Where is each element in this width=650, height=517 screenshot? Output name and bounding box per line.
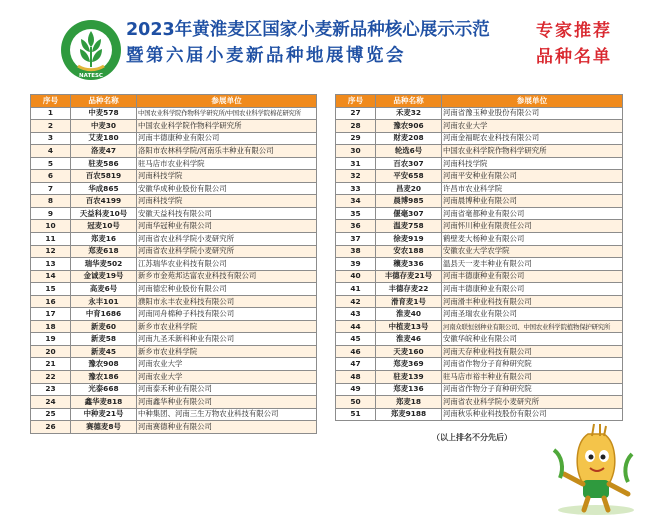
row-exhibitor-unit: 许昌市农业科学院 bbox=[442, 182, 623, 195]
row-exhibitor-unit: 河南天存种业科技有限公司 bbox=[442, 345, 623, 358]
row-variety-name: 郑麦136 bbox=[376, 383, 442, 396]
row-exhibitor-unit: 河南滑丰种业科技有限公司 bbox=[442, 295, 623, 308]
row-variety-name: 郑麦9188 bbox=[376, 408, 442, 421]
row-variety-name: 永丰101 bbox=[71, 295, 137, 308]
row-exhibitor-unit: 河南泰禾种业有限公司 bbox=[137, 383, 317, 396]
row-exhibitor-unit: 河南怀川种业有限责任公司 bbox=[442, 220, 623, 233]
row-seq: 44 bbox=[336, 320, 376, 333]
row-variety-name: 财麦208 bbox=[376, 132, 442, 145]
row-variety-name: 豫农908 bbox=[71, 358, 137, 371]
row-seq: 4 bbox=[31, 145, 71, 158]
row-seq: 1 bbox=[31, 107, 71, 120]
row-exhibitor-unit: 河南省豫玉种业股份有限公司 bbox=[442, 107, 623, 120]
row-variety-name: 徐麦919 bbox=[376, 233, 442, 246]
col-header-unit: 参展单位 bbox=[137, 95, 317, 108]
row-variety-name: 天麦160 bbox=[376, 345, 442, 358]
svg-text:NATESC: NATESC bbox=[79, 73, 103, 79]
row-seq: 46 bbox=[336, 345, 376, 358]
row-seq: 5 bbox=[31, 157, 71, 170]
title-line1: 2023年黄淮麦区国家小麦新品种核心展示示范 bbox=[126, 19, 490, 40]
table-row bbox=[336, 295, 623, 308]
row-exhibitor-unit: 温县天一麦丰种业有限公司 bbox=[442, 258, 623, 271]
row-exhibitor-unit: 河南丰德康种业有限公司 bbox=[442, 270, 623, 283]
col-header-name: 品种名称 bbox=[71, 95, 137, 108]
row-exhibitor-unit: 安徽天益科技有限公司 bbox=[137, 207, 317, 220]
table-row bbox=[336, 270, 623, 283]
row-variety-name: 天益科麦10号 bbox=[71, 207, 137, 220]
row-variety-name: 安农188 bbox=[376, 245, 442, 258]
table-row bbox=[336, 358, 623, 371]
row-exhibitor-unit: 河南省作物分子育种研究院 bbox=[442, 383, 623, 396]
title-expert-recommend: 专家推荐 bbox=[536, 20, 612, 41]
row-exhibitor-unit: 安徽农业大学农学院 bbox=[442, 245, 623, 258]
row-seq: 16 bbox=[31, 295, 71, 308]
row-variety-name: 高麦6号 bbox=[71, 283, 137, 296]
row-seq: 36 bbox=[336, 220, 376, 233]
row-variety-name: 新麦45 bbox=[71, 345, 137, 358]
row-seq: 49 bbox=[336, 383, 376, 396]
row-variety-name: 华成865 bbox=[71, 182, 137, 195]
row-seq: 15 bbox=[31, 283, 71, 296]
table-row bbox=[336, 396, 623, 409]
row-variety-name: 中麦30 bbox=[71, 120, 137, 133]
table-row bbox=[31, 258, 317, 271]
table-row bbox=[31, 207, 317, 220]
row-seq: 26 bbox=[31, 421, 71, 434]
row-seq: 40 bbox=[336, 270, 376, 283]
row-variety-name: 偃毫307 bbox=[376, 207, 442, 220]
row-variety-name: 禾麦32 bbox=[376, 107, 442, 120]
table-row bbox=[336, 220, 623, 233]
row-exhibitor-unit: 河南农业大学 bbox=[137, 371, 317, 384]
row-variety-name: 百农307 bbox=[376, 157, 442, 170]
ranking-note: （以上排名不分先后） bbox=[432, 433, 512, 442]
row-variety-name: 瑞华麦502 bbox=[71, 258, 137, 271]
row-variety-name: 新麦58 bbox=[71, 333, 137, 346]
table-row bbox=[336, 308, 623, 321]
row-seq: 39 bbox=[336, 258, 376, 271]
row-variety-name: 郑麦618 bbox=[71, 245, 137, 258]
table-row bbox=[31, 233, 317, 246]
row-seq: 21 bbox=[31, 358, 71, 371]
variety-table-left bbox=[30, 94, 317, 434]
row-variety-name: 中种麦21号 bbox=[71, 408, 137, 421]
row-exhibitor-unit: 洛阳市农林科学院/河南乐丰种业有限公司 bbox=[137, 145, 317, 158]
row-seq: 17 bbox=[31, 308, 71, 321]
row-variety-name: 淮麦46 bbox=[376, 333, 442, 346]
row-seq: 2 bbox=[31, 120, 71, 133]
row-variety-name: 豫农186 bbox=[71, 371, 137, 384]
row-seq: 47 bbox=[336, 358, 376, 371]
row-variety-name: 郑麦18 bbox=[376, 396, 442, 409]
row-variety-name: 平安658 bbox=[376, 170, 442, 183]
row-exhibitor-unit: 濮阳市永丰农业科技有限公司 bbox=[137, 295, 317, 308]
row-variety-name: 驻麦586 bbox=[71, 157, 137, 170]
table-row bbox=[336, 408, 623, 421]
row-seq: 3 bbox=[31, 132, 71, 145]
row-exhibitor-unit: 河南九圣禾新科种业有限公司 bbox=[137, 333, 317, 346]
row-variety-name: 豫农906 bbox=[376, 120, 442, 133]
row-exhibitor-unit: 驻马店市农业科学院 bbox=[137, 157, 317, 170]
row-exhibitor-unit: 新乡市农业科学院 bbox=[137, 345, 317, 358]
table-row bbox=[31, 120, 317, 133]
table-row bbox=[336, 195, 623, 208]
row-exhibitor-unit: 安徽华成种业股份有限公司 bbox=[137, 182, 317, 195]
row-variety-name: 冠麦10号 bbox=[71, 220, 137, 233]
row-exhibitor-unit: 中国农业科学院作物科学研究所 bbox=[137, 120, 317, 133]
table-row bbox=[336, 207, 623, 220]
row-seq: 18 bbox=[31, 320, 71, 333]
row-seq: 20 bbox=[31, 345, 71, 358]
row-seq: 30 bbox=[336, 145, 376, 158]
row-variety-name: 中育1686 bbox=[71, 308, 137, 321]
row-variety-name: 金诚麦19号 bbox=[71, 270, 137, 283]
row-seq: 9 bbox=[31, 207, 71, 220]
table-row bbox=[31, 245, 317, 258]
row-exhibitor-unit: 新乡市金苑邦达富农业科技有限公司 bbox=[137, 270, 317, 283]
row-exhibitor-unit: 鹤壁麦大杨种业有限公司 bbox=[442, 233, 623, 246]
row-variety-name: 郑麦369 bbox=[376, 358, 442, 371]
row-exhibitor-unit: 河南金福昵农业科技有限公司 bbox=[442, 132, 623, 145]
table-row bbox=[31, 170, 317, 183]
row-exhibitor-unit: 河南省农业科学院小麦研究所 bbox=[137, 245, 317, 258]
table-row bbox=[31, 132, 317, 145]
row-seq: 23 bbox=[31, 383, 71, 396]
table-row bbox=[336, 107, 623, 120]
wheat-mascot-image bbox=[536, 420, 648, 516]
row-seq: 6 bbox=[31, 170, 71, 183]
row-seq: 32 bbox=[336, 170, 376, 183]
table-row bbox=[31, 270, 317, 283]
row-exhibitor-unit: 河南众联恒创种业有限公司、中国农业科学院植物保护研究所 bbox=[442, 320, 623, 333]
row-variety-name: 丰德存麦22 bbox=[376, 283, 442, 296]
row-variety-name: 晨博985 bbox=[376, 195, 442, 208]
table-row bbox=[31, 371, 317, 384]
row-seq: 41 bbox=[336, 283, 376, 296]
row-seq: 8 bbox=[31, 195, 71, 208]
row-exhibitor-unit: 江苏瑞华农业科技有限公司 bbox=[137, 258, 317, 271]
row-exhibitor-unit: 河南晨博种业有限公司 bbox=[442, 195, 623, 208]
row-variety-name: 光泰668 bbox=[71, 383, 137, 396]
table-row bbox=[31, 396, 317, 409]
row-variety-name: 温麦758 bbox=[376, 220, 442, 233]
row-variety-name: 轮选6号 bbox=[376, 145, 442, 158]
table-row bbox=[336, 233, 623, 246]
row-exhibitor-unit: 河南省毫都种业有限公司 bbox=[442, 207, 623, 220]
row-seq: 34 bbox=[336, 195, 376, 208]
col-header-seq: 序号 bbox=[31, 95, 71, 108]
row-exhibitor-unit: 中种集团、河南三生万物农业科技有限公司 bbox=[137, 408, 317, 421]
row-exhibitor-unit: 河南同舟棉种子科技有限公司 bbox=[137, 308, 317, 321]
row-exhibitor-unit: 安徽华皖种业有限公司 bbox=[442, 333, 623, 346]
row-exhibitor-unit: 河南科技学院 bbox=[442, 157, 623, 170]
row-seq: 51 bbox=[336, 408, 376, 421]
row-variety-name: 淮麦40 bbox=[376, 308, 442, 321]
table-row bbox=[31, 421, 317, 434]
table-row bbox=[31, 320, 317, 333]
row-variety-name: 赛德麦8号 bbox=[71, 421, 137, 434]
row-seq: 38 bbox=[336, 245, 376, 258]
row-exhibitor-unit: 河南德宏种业股份有限公司 bbox=[137, 283, 317, 296]
row-seq: 43 bbox=[336, 308, 376, 321]
table-row bbox=[336, 132, 623, 145]
row-variety-name: 洛麦47 bbox=[71, 145, 137, 158]
row-variety-name: 郑麦16 bbox=[71, 233, 137, 246]
table-row bbox=[336, 371, 623, 384]
row-seq: 27 bbox=[336, 107, 376, 120]
row-seq: 35 bbox=[336, 207, 376, 220]
row-seq: 25 bbox=[31, 408, 71, 421]
row-seq: 48 bbox=[336, 371, 376, 384]
table-row bbox=[31, 195, 317, 208]
row-exhibitor-unit: 中国农业科学院作物科学研究所/中国农业科学院棉花研究所 bbox=[137, 107, 317, 120]
table-row bbox=[31, 308, 317, 321]
row-seq: 37 bbox=[336, 233, 376, 246]
table-row bbox=[336, 383, 623, 396]
row-exhibitor-unit: 河南农业大学 bbox=[137, 358, 317, 371]
row-variety-name: 滑育麦1号 bbox=[376, 295, 442, 308]
table-row bbox=[31, 295, 317, 308]
row-exhibitor-unit: 河南华冠种业有限公司 bbox=[137, 220, 317, 233]
row-seq: 10 bbox=[31, 220, 71, 233]
row-seq: 45 bbox=[336, 333, 376, 346]
row-exhibitor-unit: 河南丰德康种业有限公司 bbox=[442, 283, 623, 296]
table-row bbox=[31, 358, 317, 371]
row-exhibitor-unit: 河南省农业科学院小麦研究所 bbox=[442, 396, 623, 409]
row-seq: 24 bbox=[31, 396, 71, 409]
row-seq: 12 bbox=[31, 245, 71, 258]
table-row bbox=[336, 245, 623, 258]
table-row bbox=[31, 408, 317, 421]
table-row bbox=[336, 170, 623, 183]
table-row bbox=[336, 320, 623, 333]
title-line2: 暨第六届小麦新品种地展博览会 bbox=[126, 45, 406, 66]
row-variety-name: 穰麦336 bbox=[376, 258, 442, 271]
row-exhibitor-unit: 河南平安种业有限公司 bbox=[442, 170, 623, 183]
row-exhibitor-unit: 河南科技学院 bbox=[137, 170, 317, 183]
row-variety-name: 艾麦180 bbox=[71, 132, 137, 145]
row-variety-name: 中植麦13号 bbox=[376, 320, 442, 333]
row-exhibitor-unit: 河南省农业科学院小麦研究所 bbox=[137, 233, 317, 246]
row-exhibitor-unit: 河南赛德种业有限公司 bbox=[137, 421, 317, 434]
table-row bbox=[336, 182, 623, 195]
row-variety-name: 丰德存麦21号 bbox=[376, 270, 442, 283]
row-seq: 19 bbox=[31, 333, 71, 346]
col-header-unit: 参展单位 bbox=[442, 95, 623, 108]
table-row bbox=[336, 333, 623, 346]
row-seq: 28 bbox=[336, 120, 376, 133]
row-seq: 13 bbox=[31, 258, 71, 271]
table-row bbox=[336, 283, 623, 296]
table-row bbox=[31, 107, 317, 120]
table-row bbox=[31, 220, 317, 233]
row-exhibitor-unit: 中国农业科学院作物科学研究所 bbox=[442, 145, 623, 158]
row-exhibitor-unit: 河南省作物分子育种研究院 bbox=[442, 358, 623, 371]
table-row bbox=[336, 145, 623, 158]
row-variety-name: 昌麦20 bbox=[376, 182, 442, 195]
table-row bbox=[336, 120, 623, 133]
ministry-logo bbox=[60, 19, 122, 81]
table-row bbox=[31, 283, 317, 296]
page-title bbox=[126, 16, 646, 66]
table-row bbox=[31, 383, 317, 396]
table-row bbox=[31, 157, 317, 170]
row-seq: 11 bbox=[31, 233, 71, 246]
row-seq: 14 bbox=[31, 270, 71, 283]
table-row bbox=[336, 157, 623, 170]
table-row bbox=[31, 182, 317, 195]
row-variety-name: 中麦578 bbox=[71, 107, 137, 120]
table-row bbox=[336, 345, 623, 358]
table-row bbox=[31, 333, 317, 346]
row-seq: 50 bbox=[336, 396, 376, 409]
row-variety-name: 新麦60 bbox=[71, 320, 137, 333]
row-exhibitor-unit: 驻马店市裕丰种业有限公司 bbox=[442, 371, 623, 384]
row-exhibitor-unit: 河南秋乐种业科技股份有限公司 bbox=[442, 408, 623, 421]
row-seq: 42 bbox=[336, 295, 376, 308]
row-variety-name: 驻麦139 bbox=[376, 371, 442, 384]
row-variety-name: 百农5819 bbox=[71, 170, 137, 183]
table-row bbox=[31, 345, 317, 358]
row-seq: 22 bbox=[31, 371, 71, 384]
row-variety-name: 鑫华麦818 bbox=[71, 396, 137, 409]
table-row bbox=[336, 258, 623, 271]
row-exhibitor-unit: 河南科技学院 bbox=[137, 195, 317, 208]
row-seq: 29 bbox=[336, 132, 376, 145]
row-variety-name: 百农4199 bbox=[71, 195, 137, 208]
title-variety-list: 品种名单 bbox=[536, 46, 612, 67]
col-header-seq: 序号 bbox=[336, 95, 376, 108]
row-exhibitor-unit: 河南鑫华种业有限公司 bbox=[137, 396, 317, 409]
table-row bbox=[31, 145, 317, 158]
variety-table-right bbox=[335, 94, 623, 421]
col-header-name: 品种名称 bbox=[376, 95, 442, 108]
row-exhibitor-unit: 新乡市农业科学院 bbox=[137, 320, 317, 333]
row-seq: 33 bbox=[336, 182, 376, 195]
row-exhibitor-unit: 河南农业大学 bbox=[442, 120, 623, 133]
row-seq: 7 bbox=[31, 182, 71, 195]
row-seq: 31 bbox=[336, 157, 376, 170]
row-exhibitor-unit: 河南丰德康种业有限公司 bbox=[137, 132, 317, 145]
row-exhibitor-unit: 河南圣瑞农业有限公司 bbox=[442, 308, 623, 321]
